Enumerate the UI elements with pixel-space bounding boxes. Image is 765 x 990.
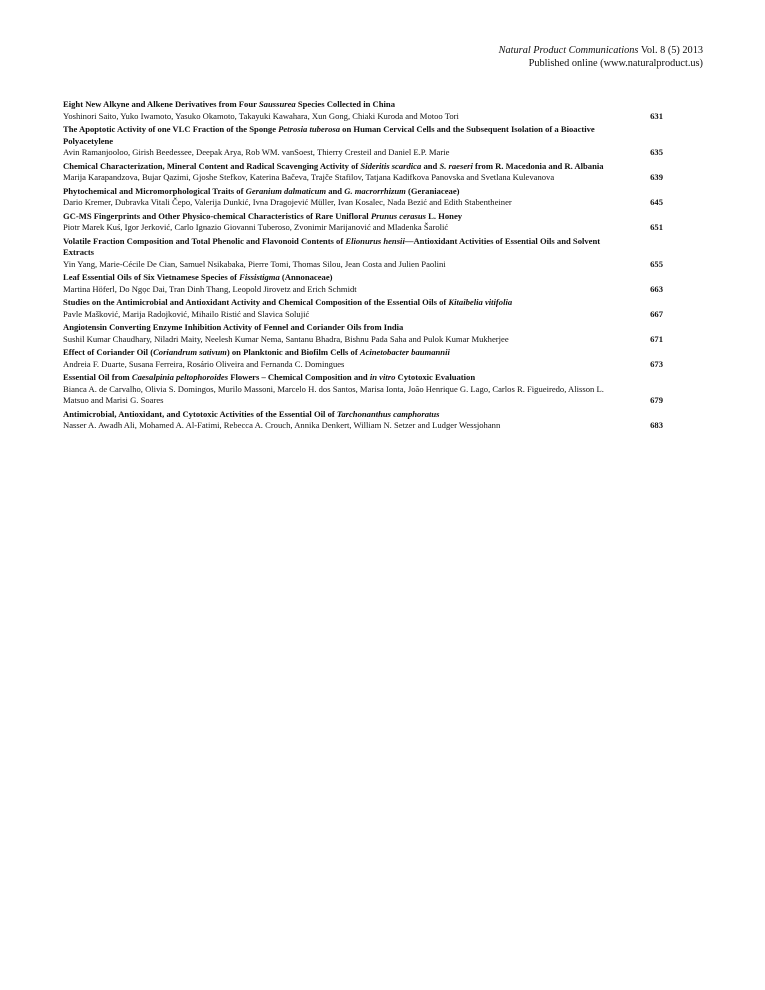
page-number[interactable]: 663 xyxy=(650,283,663,294)
article-authors: Yin Yang, Marie-Cécile De Cian, Samuel Nsikabaka, Pierre Tomi, Thomas Silou, Jean Costa and Julien Paolini xyxy=(63,258,446,269)
toc-entry[interactable] xyxy=(63,186,663,209)
page-number[interactable]: 639 xyxy=(650,172,663,182)
toc-entry[interactable] xyxy=(63,347,663,370)
species-name: Sideritis scardica xyxy=(360,160,422,171)
article-title[interactable] xyxy=(63,322,623,334)
title-text: Antimicrobial, Antioxidant, and Cytotoxic Activities of the Essential Oil of xyxy=(63,408,337,419)
article-authors: Avin Ramanjooloo, Girish Beedessee, Deepak Arya, Rob WM. vanSoest, Thierry Cresteil and Daniel E.P. Marie xyxy=(63,147,450,157)
page-number[interactable]: 635 xyxy=(650,147,663,157)
toc-entry[interactable] xyxy=(63,236,663,271)
article-title[interactable] xyxy=(63,236,623,259)
toc-entry[interactable] xyxy=(63,372,663,407)
article-authors: Andreia F. Duarte, Susana Ferreira, Rosário Oliveira and Fernanda C. Domingues xyxy=(63,358,345,369)
title-text: Cytotoxic Evaluation xyxy=(395,372,476,382)
article-title[interactable] xyxy=(63,211,623,223)
species-name: Geranium dalmaticum xyxy=(245,185,327,196)
page-number[interactable]: 673 xyxy=(650,358,663,369)
title-text: Volatile Fraction Composition and Total Phenolic and Flavonoid Contents of xyxy=(63,235,346,246)
species-name: Fissistigma xyxy=(239,272,280,282)
species-name: Caesalpinia peltophoroides xyxy=(131,372,229,382)
page-number[interactable]: 651 xyxy=(650,222,663,232)
article-authors: Yoshinori Saito, Yuko Iwamoto, Yasuko Okamoto, Takayuki Kawahara, Xun Gong, Chiaki Kuroda and Motoo Tori xyxy=(63,110,459,121)
species-name: Prunus cerasus xyxy=(370,210,426,221)
page-number[interactable]: 645 xyxy=(650,197,663,207)
journal-name: Natural Product Communications xyxy=(498,45,639,56)
species-name: Coriandrum sativum xyxy=(153,347,227,357)
title-text: Essential Oil from xyxy=(63,372,132,382)
title-text: L. Honey xyxy=(426,210,463,221)
volume-info: Vol. 8 (5) 2013 xyxy=(638,45,703,56)
title-text: on Human Cervical Cells and the Subsequent Isolation of a Bioactive Polyacetylene xyxy=(63,124,595,146)
species-name: S. raeseri xyxy=(439,160,473,171)
article-authors: Martina Höferl, Do Ngọc Dai, Tran Dinh Thang, Leopold Jirovetz and Erich Schmidt xyxy=(63,283,357,294)
title-text: (Geraniaceae) xyxy=(405,185,460,196)
title-text: and xyxy=(326,185,345,196)
title-text: The Apoptotic Activity of one VLC Fraction of the Sponge xyxy=(63,124,279,134)
species-name: Kitaibelia vitifolia xyxy=(448,297,513,307)
species-name: Elionurus hensii xyxy=(345,235,405,246)
page-number[interactable]: 679 xyxy=(650,395,663,405)
title-text: and xyxy=(421,160,440,171)
title-text: Studies on the Antimicrobial and Antioxidant Activity and Chemical Composition of the Essential Oils of xyxy=(63,297,449,307)
toc-entry[interactable] xyxy=(63,297,663,320)
page-number[interactable]: 631 xyxy=(650,110,663,121)
article-authors: Piotr Marek Kuś, Igor Jerković, Carlo Ignazio Giovanni Tuberoso, Zvonimir Marijanović and Mladenka Šarolić xyxy=(63,222,449,232)
article-authors: Marija Karapandzova, Bujar Qazimi, Gjoshe Stefkov, Katerina Bačeva, Trajče Stafilov, Tatjana Kadifkova Panovska and Svetlana Kulevanova xyxy=(63,172,555,182)
toc-entry[interactable] xyxy=(63,124,663,159)
article-authors: Nasser A. Awadh Ali, Mohamed A. Al-Fatimi, Rebecca A. Crouch, Annika Denkert, William N. Setzer and Ludger Wessjohann xyxy=(63,420,501,430)
page-number[interactable]: 655 xyxy=(650,258,663,269)
title-text: Leaf Essential Oils of Six Vietnamese Species of xyxy=(63,272,240,282)
title-text: Phytochemical and Micromorphological Traits of xyxy=(63,185,246,196)
article-authors: Pavle Mašković, Marija Radojković, Mihailo Ristić and Slavica Solujić xyxy=(63,308,310,319)
toc-entry[interactable] xyxy=(63,272,663,295)
article-title[interactable] xyxy=(63,409,623,421)
species-name: G. macrorrhizum xyxy=(344,185,406,196)
article-title[interactable] xyxy=(63,161,623,173)
title-text: Chemical Characterization, Mineral Content and Radical Scavenging Activity of xyxy=(63,160,361,171)
article-title[interactable] xyxy=(63,347,623,359)
article-title[interactable] xyxy=(63,272,623,284)
title-text: ) on Planktonic and Biofilm Cells of xyxy=(226,347,360,357)
species-name: Acinetobacter baumannii xyxy=(359,347,450,357)
title-text: Eight New Alkyne and Alkene Derivatives from Four xyxy=(63,99,259,109)
article-title[interactable] xyxy=(63,186,623,198)
species-name: Saussurea xyxy=(258,99,296,109)
published-online: Published online (www.naturalproduct.us) xyxy=(528,58,703,69)
journal-line xyxy=(499,44,703,57)
article-title[interactable] xyxy=(63,99,623,111)
title-text: Effect of Coriander Oil ( xyxy=(63,347,154,357)
page-number[interactable]: 671 xyxy=(650,333,663,344)
page-header xyxy=(499,44,703,70)
article-authors: Sushil Kumar Chaudhary, Niladri Maity, Neelesh Kumar Nema, Santanu Bhadra, Bishnu Pada Saha and Pulok Kumar Mukherjee xyxy=(63,333,509,344)
title-text: Angiotensin Converting Enzyme Inhibition Activity of Fennel and Coriander Oils from India xyxy=(63,322,404,332)
page-number[interactable]: 667 xyxy=(650,308,663,319)
article-authors: Bianca A. de Carvalho, Olivia S. Domingos, Murilo Massoni, Marcelo H. dos Santos, Marisa Ionta, João Henrique G. Lago, Carlos R. Figueiredo, Alisson L. Matsuo and Marisi G. Soares xyxy=(63,383,604,405)
article-title[interactable] xyxy=(63,372,623,384)
title-text: —Antioxidant Activities of Essential Oils and Solvent Extracts xyxy=(63,235,601,257)
title-text: GC-MS Fingerprints and Other Physico-chemical Characteristics of Rare Unifloral xyxy=(63,210,371,221)
toc-entry[interactable] xyxy=(63,161,663,184)
article-title[interactable] xyxy=(63,124,623,147)
title-text: from R. Macedonia and R. Albania xyxy=(472,160,604,171)
article-title[interactable] xyxy=(63,297,623,309)
toc-entry[interactable] xyxy=(63,409,663,432)
table-of-contents xyxy=(63,99,663,434)
toc-entry[interactable] xyxy=(63,211,663,234)
species-name: Tarchonanthus camphoratus xyxy=(336,408,440,419)
toc-entry[interactable] xyxy=(63,322,663,345)
toc-entry[interactable] xyxy=(63,99,663,122)
species-name: in vitro xyxy=(369,372,396,382)
title-text: Flowers – Chemical Composition and xyxy=(228,372,370,382)
title-text: Species Collected in China xyxy=(295,99,395,109)
species-name: Petrosia tuberosa xyxy=(278,124,341,134)
article-authors: Dario Kremer, Dubravka Vitali Čepo, Valerija Dunkić, Ivna Dragojević Müller, Ivan Kosalec, Nada Bezić and Edith Stabentheiner xyxy=(63,197,512,207)
title-text: (Annonaceae) xyxy=(279,272,333,282)
page-number[interactable]: 683 xyxy=(650,420,663,430)
